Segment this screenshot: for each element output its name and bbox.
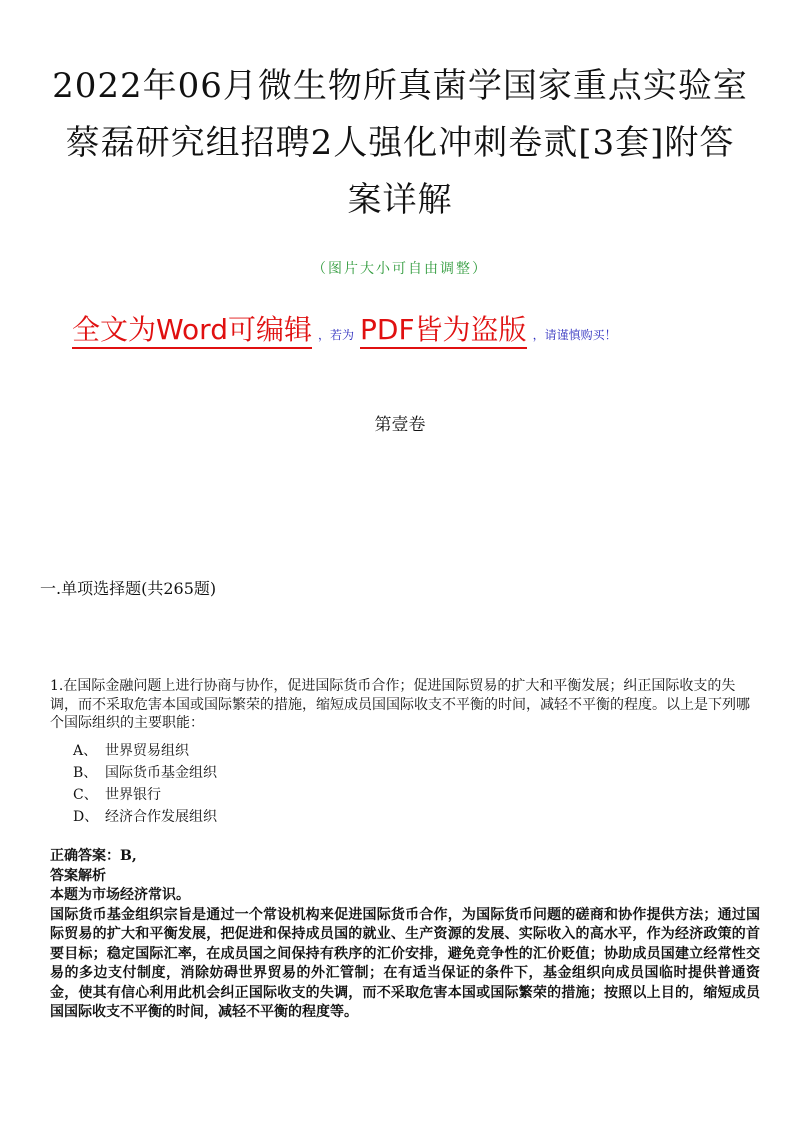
- analysis-body: 国际货币基金组织宗旨是通过一个常设机构来促进国际货币合作，为国际货币问题的磋商和协作提供方法；通过国际贸易的扩大和平衡发展，把促进和保持成员国的就业、生产资源的发展、实际收入的高水平，作为经济政策的首要目标；稳定国际汇率，在成员国之间保持有秩序的汇价安排，避免竞争性的汇价贬值；协助成员国建立经常性交易的多边支付制度，消除妨碍世界贸易的外汇管制；在有适当保证的条件下，基金组织向成员国临时提供普通资金，使其有信心利用此机会纠正国际收支的失调，而不采取危害本国或国际繁荣的措施；按照以上目的，缩短成员国国际收支不平衡的时间，减轻不平衡的程度等。: [50, 906, 760, 1020]
- option-c: [73, 784, 217, 806]
- title-line-2: 蔡磊研究组招聘2人强化冲刺卷贰[3套]附答: [65, 123, 735, 163]
- option-letter: C、: [73, 787, 98, 803]
- banner-word-editable: 全文为Word可编辑: [72, 313, 312, 349]
- option-text: 世界银行: [105, 787, 161, 803]
- title-line-1: 2022年06月微生物所真菌学国家重点实验室: [52, 66, 748, 106]
- option-list: [73, 740, 217, 828]
- option-a: [73, 740, 217, 762]
- analysis-intro: 本题为市场经济常识。: [50, 887, 190, 903]
- banner-pdf-pirated: PDF皆为盗版: [360, 313, 527, 349]
- title-line-3: 案详解: [347, 180, 453, 220]
- analysis-label: 答案解析: [50, 867, 106, 884]
- section-heading: 一.单项选择题(共265题): [40, 579, 217, 598]
- option-text: 世界贸易组织: [105, 743, 189, 759]
- option-d: [73, 806, 217, 828]
- answer-block: [50, 847, 760, 1023]
- option-letter: D、: [73, 809, 99, 825]
- volume-heading: 第壹卷: [374, 415, 426, 435]
- option-text: 经济合作发展组织: [105, 809, 217, 825]
- option-text: 国际货币基金组织: [105, 765, 217, 781]
- option-letter: B、: [73, 765, 98, 781]
- correct-answer: 正确答案：B,: [50, 848, 137, 864]
- editable-notice-banner: [72, 308, 617, 348]
- option-letter: A、: [73, 743, 98, 759]
- option-b: [73, 762, 217, 784]
- image-size-note: （图片大小可自由调整）: [312, 261, 488, 277]
- banner-caution: ，请谨慎购买！: [532, 328, 617, 342]
- question-stem: 1.在国际金融问题上进行协商与协作，促进国际货币合作；促进国际贸易的扩大和平衡发展；纠正国际收支的失调，而不采取危害本国或国际繁荣的措施，缩短成员国国际收支不平衡的时间，减轻不平衡的程度。以上是下列哪个国际组织的主要职能：: [50, 678, 750, 731]
- banner-if: ，若为: [317, 328, 354, 342]
- document-title: [40, 58, 760, 229]
